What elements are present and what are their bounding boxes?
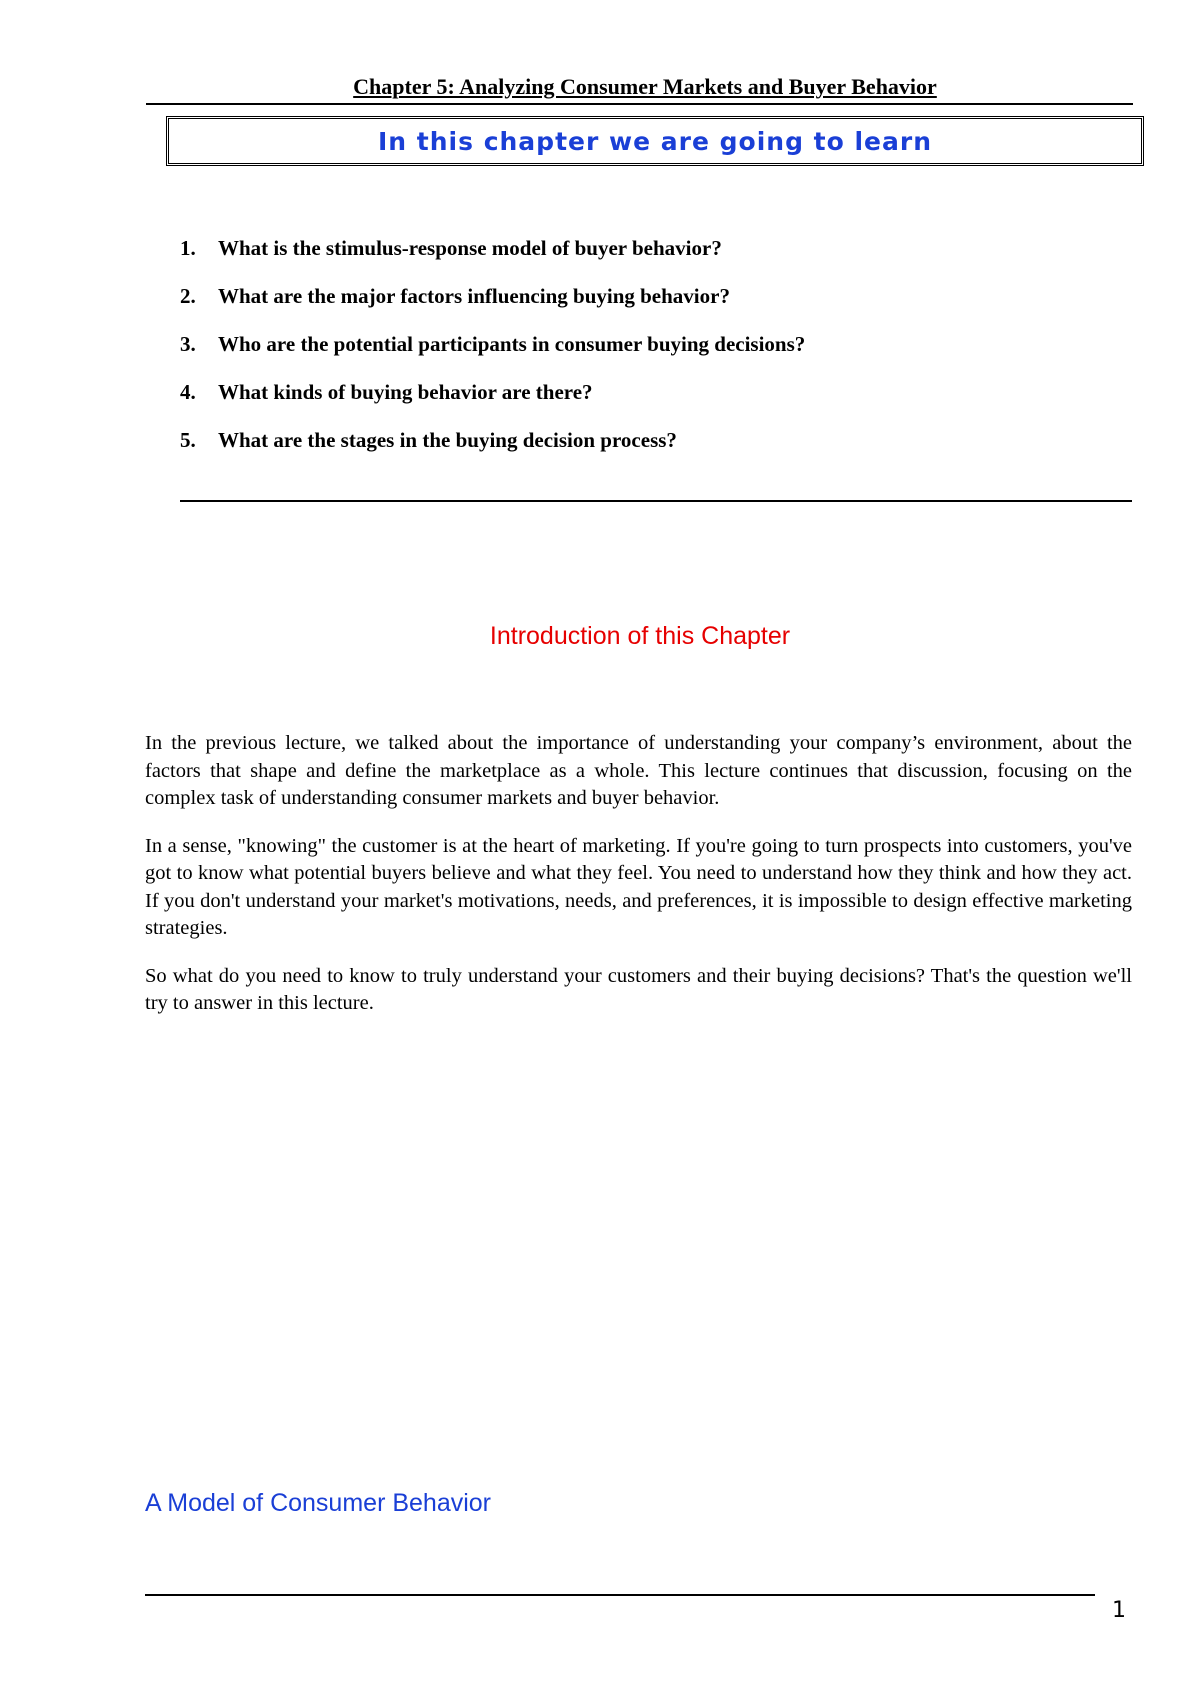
question-item bbox=[180, 236, 805, 284]
intro-heading: Introduction of this Chapter bbox=[489, 622, 791, 650]
chapter-title: Chapter 5: Analyzing Consumer Markets and Buyer Behavior bbox=[353, 74, 937, 99]
page-number: 1 bbox=[1112, 1598, 1126, 1623]
intro-body bbox=[145, 730, 1132, 1038]
learn-banner bbox=[166, 116, 1144, 166]
intro-paragraph: So what do you need to know to truly understand your customers and their buying decisions? That's the question we'll try to answer in this lecture. bbox=[145, 964, 1132, 1014]
questions-divider bbox=[180, 500, 1132, 502]
model-heading: A Model of Consumer Behavior bbox=[145, 1489, 492, 1517]
question-text: What are the stages in the buying decision process? bbox=[218, 428, 677, 452]
question-text: What are the major factors influencing buying behavior? bbox=[218, 284, 730, 308]
question-item bbox=[180, 284, 805, 332]
header-divider bbox=[146, 103, 1133, 105]
question-number: 5. bbox=[180, 428, 196, 452]
footer-divider bbox=[145, 1594, 1095, 1596]
learning-questions-list bbox=[180, 236, 805, 476]
question-number: 1. bbox=[180, 236, 196, 260]
intro-paragraph: In the previous lecture, we talked about the importance of understanding your company’s environment, about the factors that shape and define the marketplace as a whole. This lecture continues that discussion, focusing on the complex task of understanding consumer markets and buyer behavior. bbox=[145, 732, 1132, 809]
question-item bbox=[180, 332, 805, 380]
question-number: 4. bbox=[180, 380, 196, 404]
intro-paragraph: In a sense, "knowing" the customer is at the heart of marketing. If you're going to turn prospects into customers, you've got to know what potential buyers believe and what they feel. You need to understand how they think and how they act. If you don't understand your market's motivations, needs, and preferences, it is impossible to design effective marketing strategies. bbox=[145, 834, 1132, 939]
question-number: 3. bbox=[180, 332, 196, 356]
question-number: 2. bbox=[180, 284, 196, 308]
question-item bbox=[180, 380, 805, 428]
learn-banner-text: In this chapter we are going to learn bbox=[377, 126, 933, 156]
question-text: Who are the potential participants in consumer buying decisions? bbox=[218, 332, 806, 356]
question-item bbox=[180, 428, 805, 476]
question-text: What kinds of buying behavior are there? bbox=[218, 380, 593, 404]
question-text: What is the stimulus-response model of buyer behavior? bbox=[218, 236, 722, 260]
